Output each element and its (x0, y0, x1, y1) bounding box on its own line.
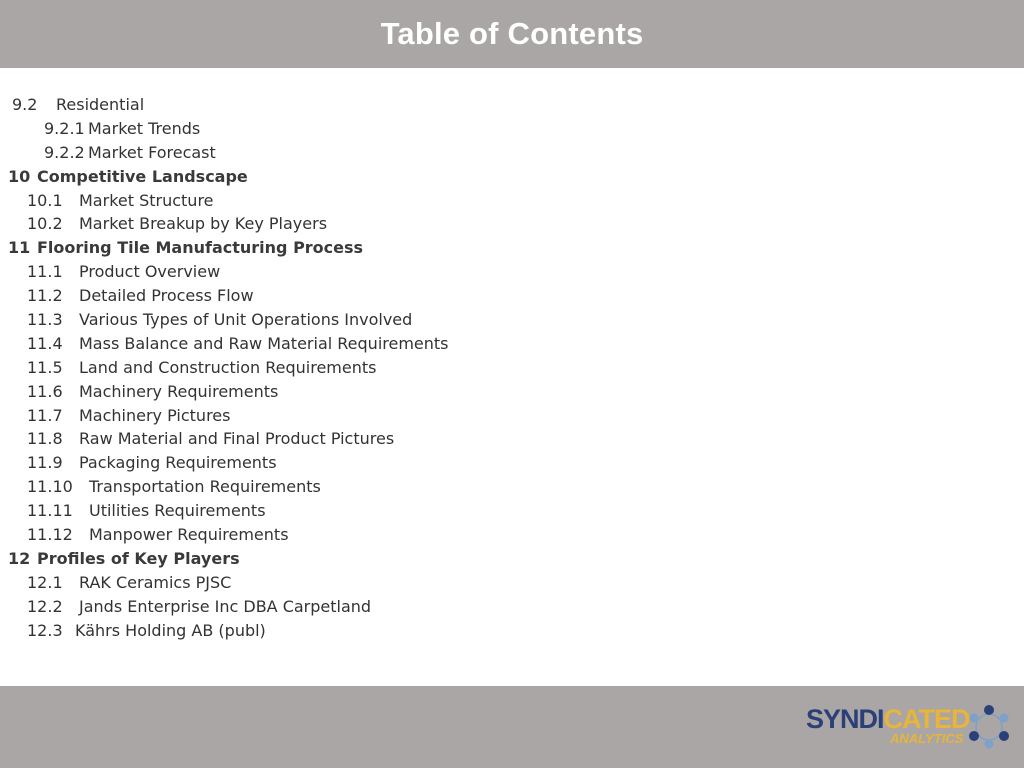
toc-number: 12.2 (27, 596, 63, 616)
toc-item (0, 427, 1000, 451)
toc-item (0, 475, 1000, 499)
toc-number: 11.6 (27, 381, 63, 401)
toc-number: 11 (8, 238, 31, 258)
toc-number: 9.2.2 (44, 142, 85, 162)
toc-number: 9.2 (12, 95, 38, 114)
toc-title: Land and Construction Requirements (79, 357, 377, 377)
toc-title: Market Breakup by Key Players (79, 214, 328, 234)
toc-number: 11.4 (27, 333, 63, 353)
logo-wordmark-part1: SYNDI (806, 704, 884, 734)
table-of-contents (0, 93, 1000, 642)
toc-number: 11.5 (27, 357, 63, 377)
toc-title: Packaging Requirements (79, 453, 277, 473)
company-logo (806, 704, 1016, 752)
toc-number: 10.2 (27, 214, 63, 234)
toc-number: 11.2 (27, 286, 63, 306)
header-bar (0, 0, 1024, 68)
toc-section (0, 547, 1000, 571)
toc-item (0, 308, 1000, 332)
toc-title: Transportation Requirements (89, 477, 321, 497)
toc-number: 11.12 (27, 525, 73, 545)
toc-title: Utilities Requirements (89, 501, 266, 521)
toc-number: 11.10 (27, 477, 73, 497)
toc-section (0, 236, 1000, 260)
toc-number: 9.2.1 (44, 118, 85, 138)
toc-number: 12.3 (27, 620, 63, 640)
toc-title: Residential (56, 95, 145, 114)
toc-title: Market Trends (88, 118, 201, 138)
toc-number: 11.9 (27, 453, 63, 473)
toc-title: Detailed Process Flow (79, 286, 254, 306)
toc-number: 10.1 (27, 190, 63, 210)
toc-item (0, 117, 1000, 141)
toc-title: Machinery Requirements (79, 381, 279, 401)
toc-number: 11.11 (27, 501, 73, 521)
toc-item (0, 356, 1000, 380)
toc-item (0, 619, 1000, 643)
toc-number: 11.7 (27, 405, 63, 425)
toc-item (0, 332, 1000, 356)
toc-title: Flooring Tile Manufacturing Process (37, 238, 364, 258)
toc-title: Profiles of Key Players (37, 548, 240, 568)
toc-number: 11.1 (27, 262, 63, 282)
toc-title: Competitive Landscape (37, 166, 248, 186)
toc-item (0, 499, 1000, 523)
toc-item (0, 380, 1000, 404)
page-title: Table of Contents (380, 16, 644, 51)
toc-title: Jands Enterprise Inc DBA Carpetland (79, 596, 372, 616)
toc-title: Market Structure (79, 190, 214, 210)
toc-number: 11.3 (27, 310, 63, 330)
toc-title: Manpower Requirements (89, 525, 289, 545)
toc-number: 12 (8, 548, 31, 568)
logo-subtitle: ANALYTICS (890, 731, 964, 746)
toc-item (0, 571, 1000, 595)
toc-title: Machinery Pictures (79, 405, 231, 425)
toc-section (0, 165, 1000, 189)
toc-title: Various Types of Unit Operations Involved (79, 310, 413, 330)
toc-title: Market Forecast (88, 142, 216, 162)
toc-item (0, 212, 1000, 236)
toc-title: Product Overview (79, 262, 221, 282)
toc-item (0, 404, 1000, 428)
toc-title: Mass Balance and Raw Material Requirements (79, 333, 449, 353)
logo-dots-icon (966, 704, 1012, 750)
toc-item (0, 260, 1000, 284)
logo-wordmark-part2: CATED (883, 704, 970, 734)
toc-title: RAK Ceramics PJSC (79, 572, 232, 592)
toc-number: 10 (8, 166, 31, 186)
toc-title: Raw Material and Final Product Pictures (79, 429, 395, 449)
toc-item (0, 93, 1000, 117)
logo-wordmark (806, 704, 970, 734)
toc-item (0, 595, 1000, 619)
toc-item (0, 189, 1000, 213)
toc-item (0, 284, 1000, 308)
toc-number: 11.8 (27, 429, 63, 449)
toc-item (0, 523, 1000, 547)
toc-number: 12.1 (27, 572, 63, 592)
toc-item (0, 141, 1000, 165)
toc-item (0, 451, 1000, 475)
toc-title: Kährs Holding AB (publ) (75, 620, 266, 640)
